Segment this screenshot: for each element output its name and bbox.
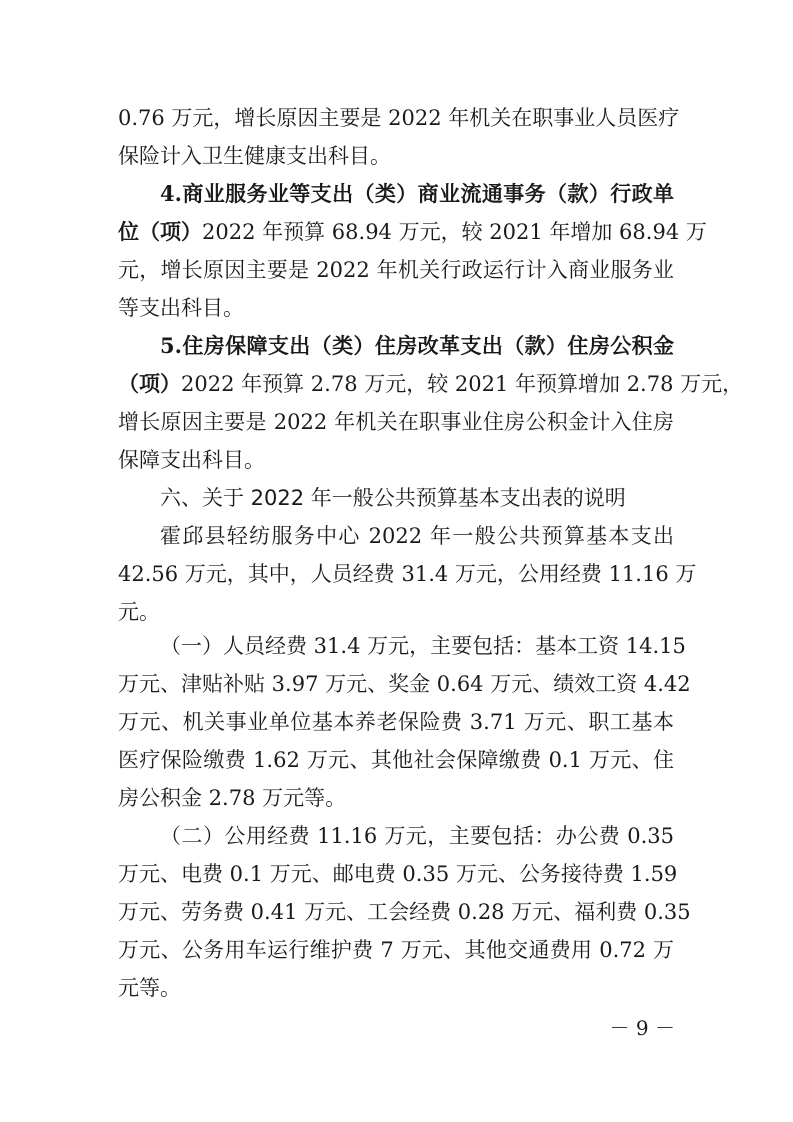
subheading-line: 4.商业服务业等支出（类）商业流通事务（款）行政单	[160, 181, 674, 206]
paragraph-line: 0.76 万元，增长原因主要是 2022 年机关在职事业人员医疗	[118, 106, 680, 130]
paragraph-line: 霍邱县轻纺服务中心 2022 年一般公共预算基本支出	[160, 524, 674, 548]
paragraph-line	[118, 364, 744, 404]
paragraph-line: 元等。	[118, 976, 181, 1000]
paragraph-line: 万元、津贴补贴 3.97 万元、奖金 0.64 万元、绩效工资 4.42	[118, 672, 691, 696]
paragraph-line: （一）人员经费 31.4 万元，主要包括：基本工资 14.15	[160, 634, 686, 658]
paragraph-line: 增长原因主要是 2022 年机关在职事业住房公积金计入住房	[118, 410, 674, 434]
section-heading: 六、关于 2022 年一般公共预算基本支出表的说明	[160, 486, 626, 510]
body-text: 2022 年预算 68.94 万元，较 2021 年增加 68.94 万	[202, 220, 707, 244]
page-number: － 9 －	[609, 1016, 675, 1040]
subheading-text: （项）	[118, 371, 181, 396]
subheading-text: 位（项）	[118, 219, 202, 244]
paragraph-line: 保障支出科目。	[118, 448, 265, 472]
paragraph-line: （二）公用经费 11.16 万元，主要包括：办公费 0.35	[160, 824, 674, 848]
paragraph-line: 房公积金 2.78 万元等。	[118, 786, 347, 810]
paragraph-line: 万元、电费 0.1 万元、邮电费 0.35 万元、公务接待费 1.59	[118, 862, 678, 886]
paragraph-line: 42.56 万元，其中，人员经费 31.4 万元，公用经费 11.16 万	[118, 562, 697, 586]
paragraph-line	[118, 212, 707, 252]
body-text: 2022 年预算 2.78 万元，较 2021 年预算增加 2.78 万元，	[181, 372, 744, 396]
subheading-line: 5.住房保障支出（类）住房改革支出（款）住房公积金	[160, 333, 674, 358]
paragraph-line: 等支出科目。	[118, 296, 244, 320]
paragraph-line: 元，增长原因主要是 2022 年机关行政运行计入商业服务业	[118, 258, 674, 282]
paragraph-line: 万元、公务用车运行维护费 7 万元、其他交通费用 0.72 万	[118, 938, 674, 962]
paragraph-line: 万元、机关事业单位基本养老保险费 3.71 万元、职工基本	[118, 710, 674, 734]
paragraph-line: 万元、劳务费 0.41 万元、工会经费 0.28 万元、福利费 0.35	[118, 900, 691, 924]
paragraph-line: 医疗保险缴费 1.62 万元、其他社会保障缴费 0.1 万元、住	[118, 748, 674, 772]
paragraph-line: 元。	[118, 600, 160, 624]
paragraph-line: 保险计入卫生健康支出科目。	[118, 144, 391, 168]
